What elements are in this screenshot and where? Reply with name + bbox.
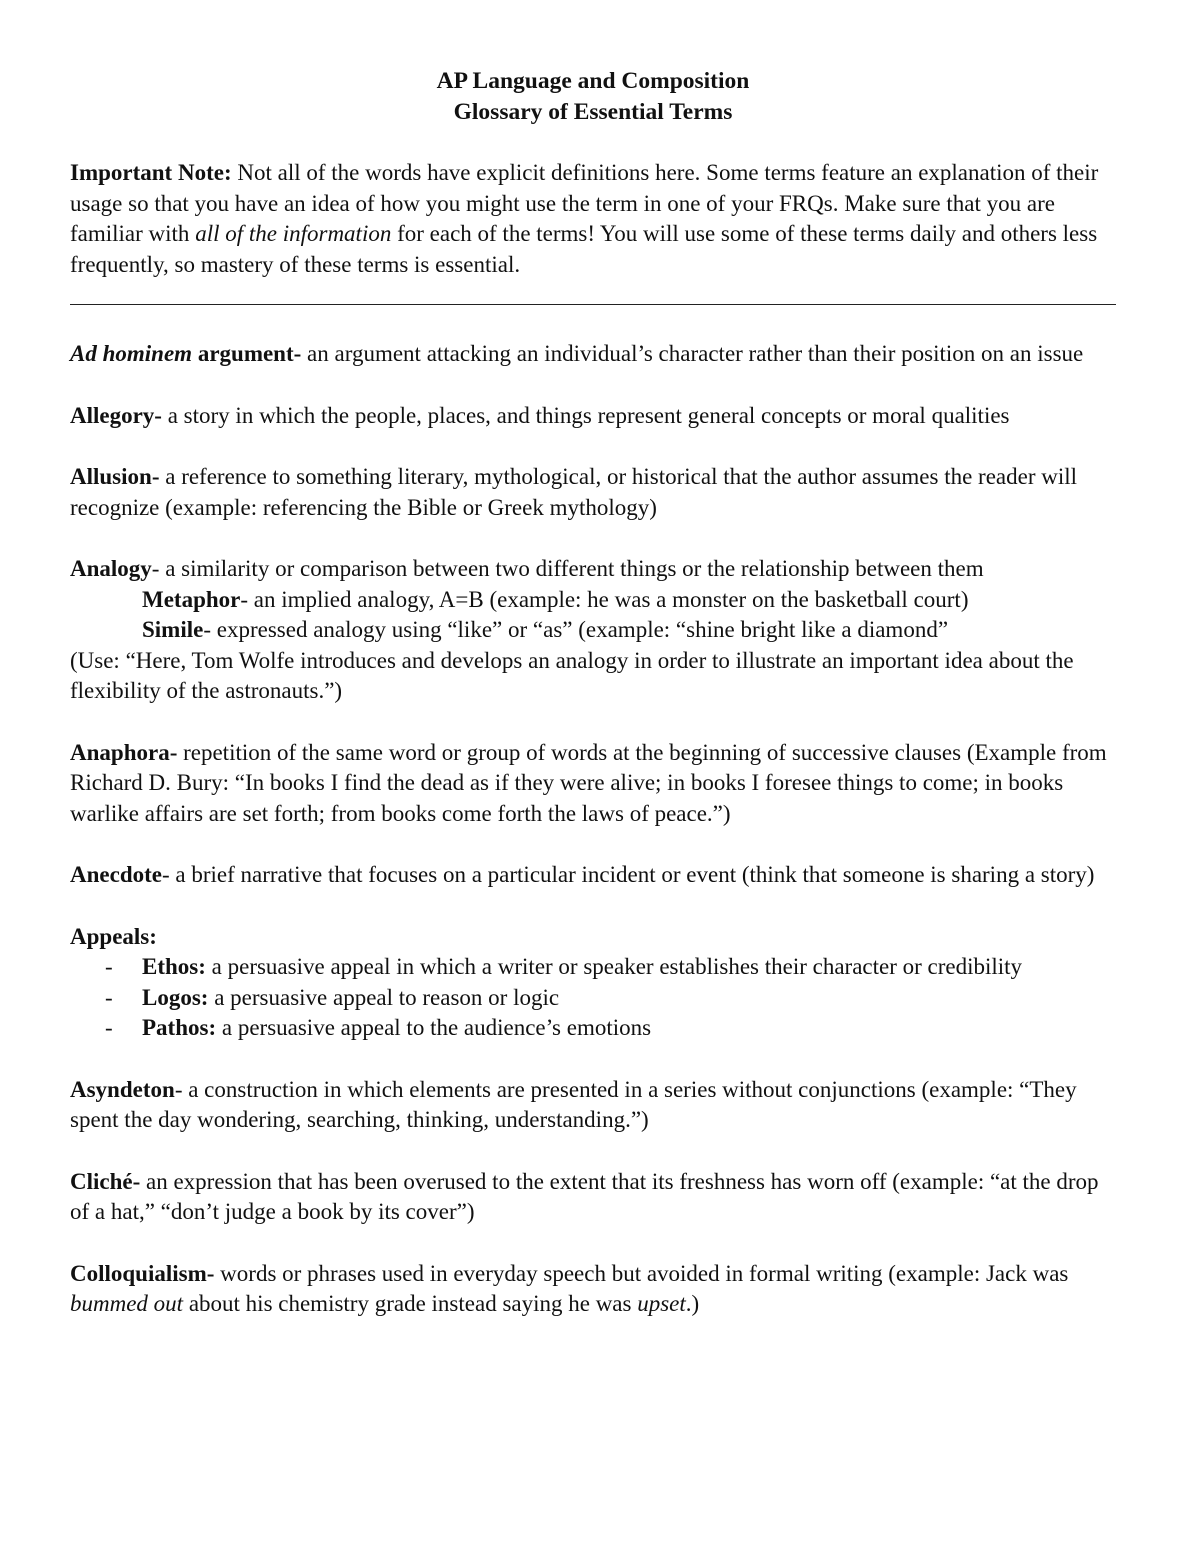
term-ad-hominem-italic: Ad hominem	[70, 341, 193, 366]
note-text-2: for each of the terms! You will use some of these terms daily and others less frequently, so mastery of these terms is essential.	[70, 221, 1098, 277]
term-pathos: Pathos:	[142, 1015, 217, 1040]
term-allusion: Allusion-	[70, 464, 160, 489]
term-logos: Logos:	[142, 984, 209, 1010]
entry-anaphora	[70, 738, 1116, 830]
appeal-ethos	[70, 952, 1116, 983]
definition-allusion: a reference to something literary, mythological, or historical that the author assumes the reader will recognize (example: referencing the Bible or Greek mythology)	[70, 464, 1078, 520]
entry-allusion	[70, 462, 1116, 523]
list-dash: -	[105, 954, 113, 979]
definition-allegory: a story in which the people, places, and things represent general concepts or moral qualities	[161, 402, 1010, 428]
term-anecdote: Anecdote	[70, 862, 162, 887]
list-dash: -	[105, 1015, 113, 1040]
note-text-1: Not all of the words have explicit definitions here. Some terms feature an explanation of their usage so that you have an idea of how you might use the term in one of your FRQs. Make sure that you are familiar with	[70, 160, 1099, 246]
term-appeals: Appeals:	[70, 923, 157, 949]
document-title	[70, 66, 1116, 128]
entry-cliche	[70, 1167, 1116, 1228]
example-upset: upset	[637, 1291, 686, 1316]
horizontal-divider	[70, 304, 1116, 305]
term-asyndeton: Asyndeton	[70, 1076, 175, 1102]
entry-colloquialism	[70, 1259, 1116, 1320]
definition-cliche: an expression that has been overused to the extent that its freshness has worn off (example: “at the drop of a hat,” “don’t judge a book by its cover”)	[70, 1168, 1099, 1224]
term-anaphora: Anaphora-	[70, 739, 178, 765]
definition-colloquialism-2: about his chemistry grade instead saying he was	[183, 1291, 638, 1316]
term-allegory: Allegory-	[70, 402, 162, 428]
term-ad-hominem: argument-	[192, 341, 302, 366]
definition-simile: - expressed analogy using “like” or “as” (example: “shine bright like a diamond”	[203, 617, 949, 642]
appeal-pathos	[70, 1013, 1116, 1044]
term-simile: Simile	[142, 617, 204, 642]
entry-analogy	[70, 554, 1116, 707]
entry-appeals	[70, 922, 1116, 1044]
entry-allegory	[70, 401, 1116, 432]
definition-metaphor: - an implied analogy, A=B (example: he was a monster on the basketball court)	[240, 586, 969, 612]
definition-colloquialism-3: .)	[685, 1291, 700, 1316]
title-line-1: AP Language and Composition	[436, 68, 750, 94]
list-dash: -	[105, 984, 113, 1010]
term-analogy: Analogy	[70, 556, 152, 581]
title-line-2: Glossary of Essential Terms	[453, 99, 733, 125]
example-bummed-out: bummed out	[70, 1291, 184, 1316]
definition-ethos: a persuasive appeal in which a writer or speaker establishes their character or credibility	[205, 954, 1023, 979]
entry-ad-hominem	[70, 339, 1116, 370]
analogy-main-line	[70, 554, 1116, 585]
definition-anecdote: - a brief narrative that focuses on a particular incident or event (think that someone is sharing a story)	[161, 862, 1095, 887]
note-emphasis: all of the information	[195, 221, 392, 246]
definition-logos: a persuasive appeal to reason or logic	[208, 984, 560, 1010]
analogy-simile-line	[70, 615, 1116, 646]
term-ethos: Ethos:	[142, 954, 206, 979]
analogy-use-example: (Use: “Here, Tom Wolfe introduces and develops an analogy in order to illustrate an important idea about the flexibility of the astronauts.”)	[70, 647, 1074, 703]
definition-asyndeton: - a construction in which elements are presented in a series without conjunctions (example: “They spent the day wondering, searching, thinking, understanding.”)	[70, 1076, 1077, 1132]
entry-anecdote	[70, 860, 1116, 891]
analogy-metaphor-line	[70, 585, 1116, 616]
definition-anaphora: repetition of the same word or group of words at the beginning of successive clauses (Example from Richard D. Bury: “In books I find the dead as if they were alive; in books I foresee things to come; in books warlike affairs are set forth; from books come forth the laws of peace.”)	[70, 739, 1107, 826]
term-cliche: Cliché-	[70, 1168, 141, 1194]
important-note	[70, 158, 1116, 280]
definition-ad-hominem: an argument attacking an individual’s character rather than their position on an issue	[301, 341, 1084, 366]
definition-colloquialism-1: words or phrases used in everyday speech but avoided in formal writing (example: Jack was	[214, 1260, 1069, 1286]
note-label: Important Note:	[70, 160, 232, 185]
appeals-list	[70, 952, 1116, 1044]
term-colloquialism: Colloquialism-	[70, 1260, 215, 1286]
definition-pathos: a persuasive appeal to the audience’s emotions	[216, 1015, 652, 1040]
entry-asyndeton	[70, 1075, 1116, 1136]
document-page	[70, 66, 1116, 1320]
term-metaphor: Metaphor	[142, 586, 241, 612]
definition-analogy: - a similarity or comparison between two different things or the relationship between them	[151, 556, 984, 581]
appeal-logos	[70, 983, 1116, 1014]
